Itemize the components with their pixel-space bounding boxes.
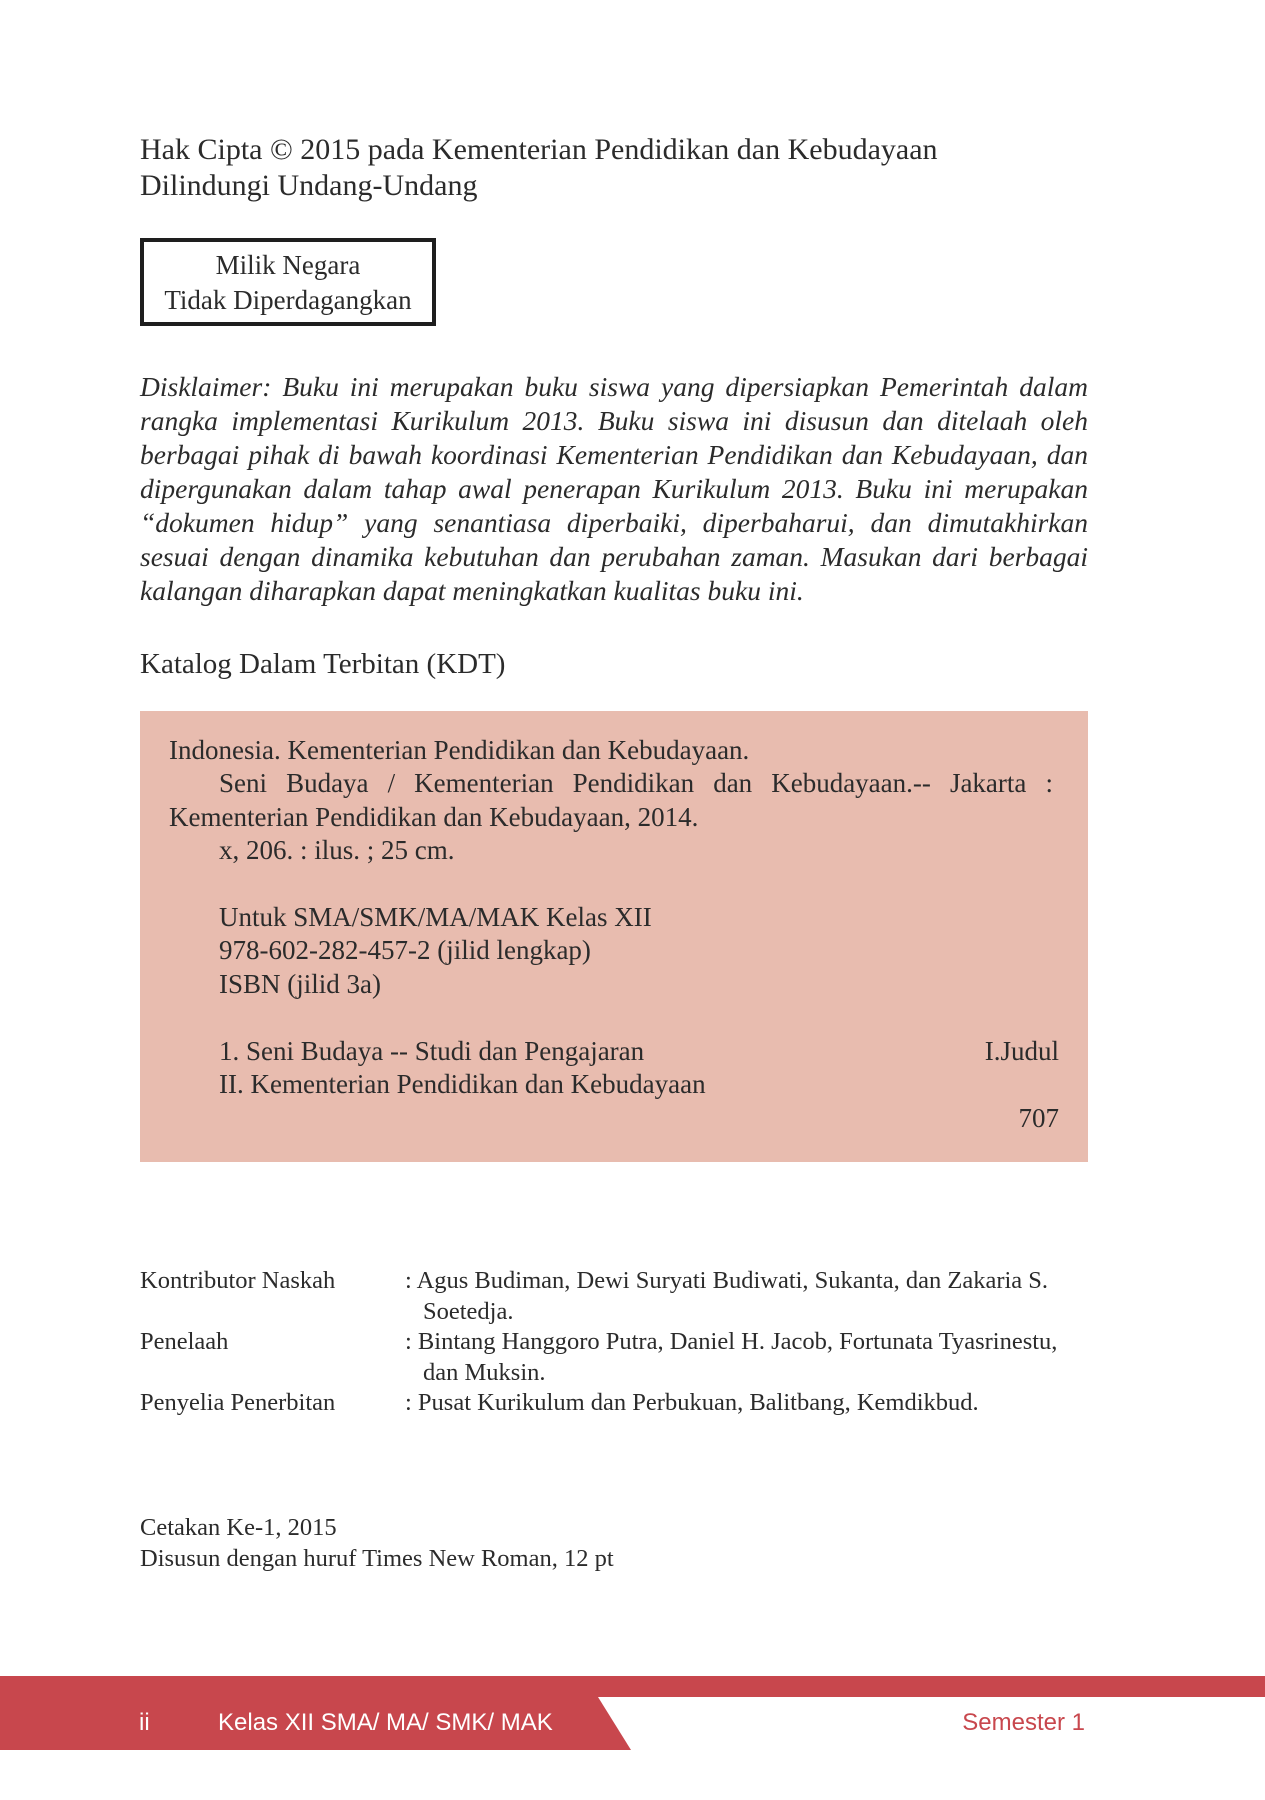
kdt-isbn-volume: ISBN (jilid 3a)	[219, 969, 381, 999]
kdt-title-word: Pendidikan	[572, 768, 695, 798]
copyright-notice	[140, 132, 938, 204]
stamp-line-2: Tidak Diperdagangkan	[164, 285, 412, 315]
credit-label: Kontributor Naskah	[140, 1267, 336, 1294]
kdt-title-word: /	[387, 768, 396, 798]
credit-label: Penyelia Penerbitan	[140, 1389, 336, 1416]
kdt-class-number: 707	[1018, 1103, 1059, 1133]
kdt-subject-1-title: I.Judul	[984, 1036, 1059, 1066]
kdt-heading: Katalog Dalam Terbitan (KDT)	[140, 648, 506, 680]
typeset-note: Disusun dengan huruf Times New Roman, 12 pt	[140, 1545, 614, 1572]
semester-label: Semester 1	[962, 1709, 1085, 1736]
kdt-isbn-full: 978-602-282-457-2 (jilid lengkap)	[219, 935, 591, 965]
kdt-subject-1: 1. Seni Budaya -- Studi dan Pengajaran	[219, 1036, 645, 1066]
print-edition: Cetakan Ke-1, 2015	[140, 1514, 337, 1541]
state-property-stamp	[140, 238, 436, 326]
kdt-audience: Untuk SMA/SMK/MA/MAK Kelas XII	[219, 902, 652, 932]
kdt-title-word: Kementerian	[414, 768, 554, 798]
credit-value: : Pusat Kurikulum dan Perbukuan, Balitbang, Kemdikbud.	[405, 1389, 979, 1416]
kdt-subject-2: II. Kementerian Pendidikan dan Kebudayaan	[219, 1069, 706, 1099]
kdt-title-line	[219, 767, 1053, 801]
kdt-catalog-box	[140, 711, 1088, 1162]
edition-info	[140, 1512, 614, 1574]
stamp-line-1: Milik Negara	[215, 250, 361, 280]
disclaimer-paragraph: Disklaimer: Buku ini merupakan buku siswa yang dipersiapkan Pemerintah dalam rangka implementasi Kurikulum 2013. Buku siswa ini disusun dan ditelaah oleh berbagai pihak di bawah koordinasi Kementerian Pendidikan dan Kebudayaan, dan dipergunakan dalam tahap awal penerapan Kurikulum 2013. Buku ini merupakan “dokumen hidup” yang senantiasa diperbaiki, diperbaharui, dan dimutakhirkan sesuai dengan dinamika kebutuhan dan perubahan zaman. Masukan dari berbagai kalangan diharapkan dapat meningkatkan kualitas buku ini.	[140, 371, 1088, 606]
kdt-author: Indonesia. Kementerian Pendidikan dan Kebudayaan.	[169, 735, 750, 765]
kdt-title-word: dan	[713, 768, 753, 798]
kdt-physical-description: x, 206. : ilus. ; 25 cm.	[219, 835, 455, 865]
class-label: Kelas XII SMA/ MA/ SMK/ MAK	[218, 1709, 553, 1736]
credit-value-continued: Soetedja.	[423, 1297, 514, 1325]
kdt-title-word: Budaya	[286, 768, 369, 798]
footer-light-panel	[598, 1697, 1265, 1750]
page-number: ii	[139, 1709, 150, 1736]
credit-value-continued: dan Muksin.	[423, 1358, 546, 1386]
protected-line: Dilindungi Undang-Undang	[140, 169, 478, 202]
kdt-title-word: Seni	[219, 768, 268, 798]
kdt-title-word: Jakarta	[949, 768, 1027, 798]
credit-value: : Agus Budiman, Dewi Suryati Budiwati, Sukanta, dan Zakaria S.	[405, 1267, 1049, 1294]
kdt-publisher: Kementerian Pendidikan dan Kebudayaan, 2014.	[169, 802, 699, 832]
copyright-line: Hak Cipta © 2015 pada Kementerian Pendidikan dan Kebudayaan	[140, 133, 938, 166]
kdt-title-word: :	[1045, 768, 1053, 798]
kdt-title-word: Kebudayaan.--	[771, 768, 931, 798]
page-footer	[0, 1676, 1265, 1750]
credit-value: : Bintang Hanggoro Putra, Daniel H. Jacob, Fortunata Tyasrinestu,	[405, 1328, 1058, 1355]
credit-label: Penelaah	[140, 1328, 229, 1355]
